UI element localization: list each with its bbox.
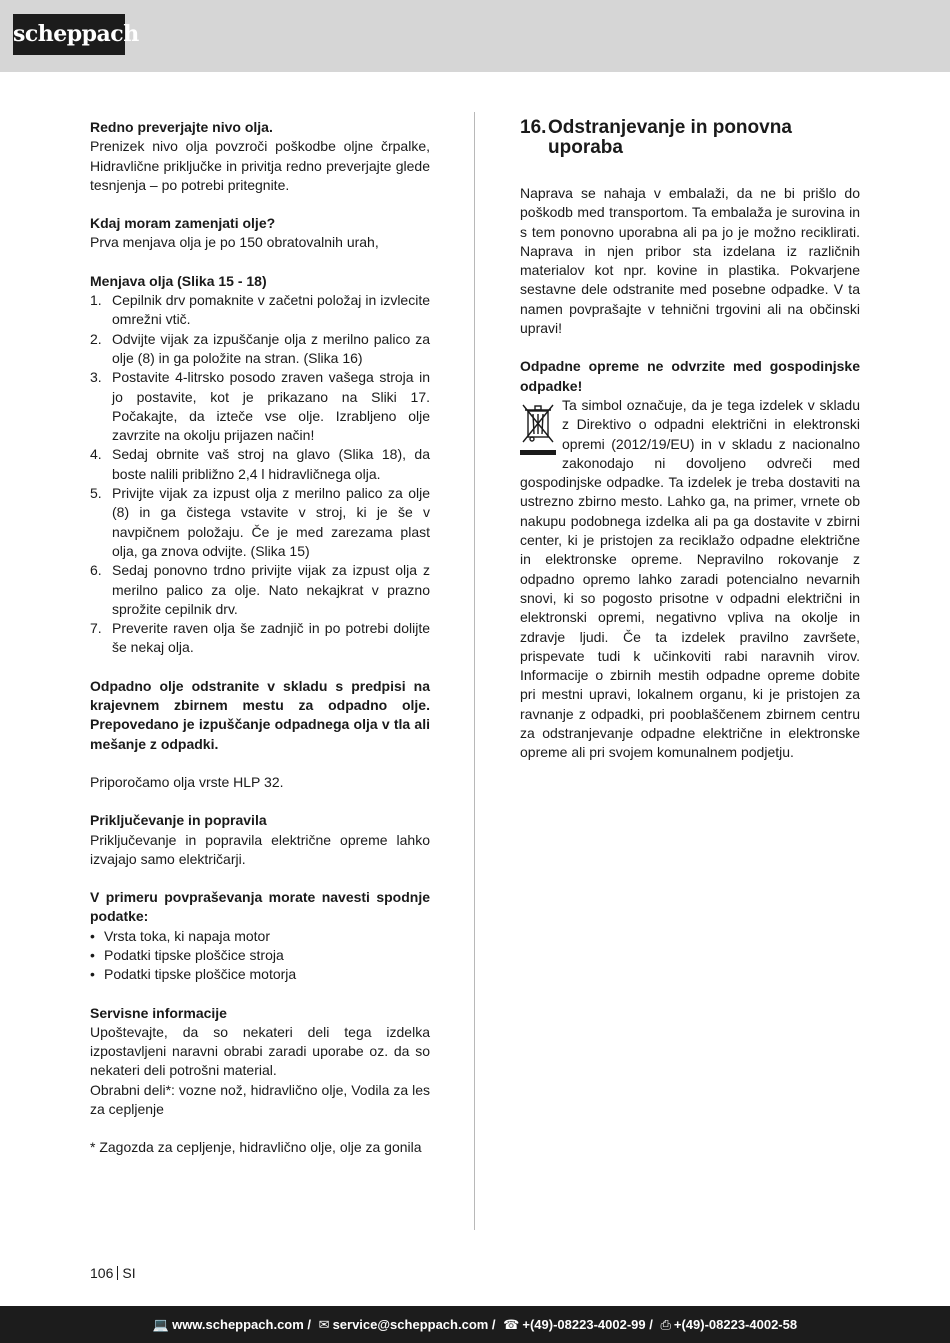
list-item: 1. Cepilnik drv pomaknite v začetni položaj in izvlecite omrežni vtič. — [90, 292, 430, 328]
list-item: • Vrsta toka, ki napaja motor — [90, 927, 430, 946]
brand-logo: scheppach — [13, 14, 125, 55]
connect-heading: Priključevanje in popravila — [90, 812, 267, 829]
oil-check-text: Prenizek nivo olja povzroči poškodbe oljne črpalke, Hidravlične priključke in privitja redno preverjajte glede tesnjenja – po potrebi pritegnite. — [90, 138, 430, 193]
footer-website[interactable]: www.scheppach.com / — [172, 1317, 312, 1332]
list-item: 7. Preverite raven olja še zadnjič in po potrebi dolijte še nekaj olja. — [90, 620, 430, 656]
list-item: • Podatki tipske ploščice stroja — [90, 946, 430, 965]
page-footer — [0, 1306, 950, 1343]
service-text: Upoštevajte, da so nekateri deli tega izdelka izpostavljeni naravni obrabi zaradi uporabe oz. da so nekateri deli potrošni material. — [90, 1023, 430, 1079]
wear-parts-text: Obrabni deli*: vozne nož, hidravlično olje, Vodila za les za cepljenje — [90, 1081, 430, 1118]
mail-icon: ✉ — [318, 1317, 330, 1332]
section-number: 16. — [520, 117, 547, 138]
weee-heading: Odpadne opreme ne odvrzite med gospodinjske odpadke! — [520, 358, 860, 394]
list-item: 3. Postavite 4-litrsko posodo zraven vašega stroja in jo postavite, kot je prikazano na Sliki 17. Počakajte, da izteče vse olje. Izrabljeno olje zavrzite na okolju prijazen način! — [90, 369, 430, 444]
oil-change-steps — [90, 291, 430, 658]
column-divider — [474, 112, 475, 1230]
fax-icon: ⎙ — [660, 1317, 671, 1332]
footer-fax: +(49)-08223-4002-58 — [673, 1317, 798, 1332]
list-item: 5. Privijte vijak za izpust olja z merilno palico za olje (8) in ga čistega vstavite v stroj, ki je še v navpičnem položaju. Če je med zarezama plast olja, ga znova odvijte. (Slika 15) — [90, 485, 430, 559]
list-item: 4. Sedaj obrnite vaš stroj na glavo (Slika 18), da boste nalili približno 2,4 l hidravličnega olja. — [90, 446, 430, 482]
oil-change-heading: Menjava olja (Slika 15 - 18) — [90, 272, 267, 289]
page-number: 106 SI — [90, 1265, 136, 1281]
weee-text: Ta simbol označuje, da je tega izdelek v skladu z Direktivo o odpadni električni in elektronski opremi (2012/19/EU) in v skladu z nacionalno zakonodajo ni dovoljeno odvreči med gospodinjske odpadke. Ta izdelek je treba dostaviti na ustrezno zbirno mesto. Lahko ga, na primer, vrnete ob nakupu podobnega izdelka ali pa ga dostavite v zbirni center, ki je pristojen za reciklažo odpadne električne in elektronske opreme. Nepravilno rokovanje z odpadno opremo lahko zaradi potencialno nevarnih snovi, ki so pogosto prisotne v odpadni električni in elektronski opremi, negativno vpliva na okolje in zdravje ljudi. Če ta izdelek pravilno završete, prispevate tudi k učinkoviti rabi naravnih virov. Informacije o zbirnih mestih odpadne opreme dobite pri mestni upravi, lokalnem organu, ki je pristojen za ravnanje z odpadki, pri pooblaščenem zbirnem centru za odstranjevanje odpadne električne in elektronske opreme ali pri svojem komunalnem podjetju. — [520, 396, 860, 761]
packaging-text: Naprava se nahaja v embalaži, da ne bi prišlo do poškodb med transportom. Ta embalaža je surovina in s tem ponovno uporabna ali pa jo je možno reciklirati. Naprava in njen pribor sta izdelana iz različnih materialov kot npr. kovine in plastika. Pokvarjene sestavne dele odstranite med posebne odpadke. V ta namen povprašajte v tehnični trgovini ali na občinski upravi! — [520, 185, 860, 337]
page-header — [0, 0, 950, 72]
section-heading — [520, 118, 860, 158]
connect-text: Priključevanje in popravila električne opreme lahko izvajajo samo električarji. — [90, 831, 430, 867]
section-title: Odstranjevanje in ponovna uporaba — [548, 117, 792, 158]
list-item: 6. Sedaj ponovno trdno privijte vijak za izpust olja z merilno palico za olje. Nato nekajkrat v prazno sprožite cepilnik drv. — [90, 562, 430, 617]
inquiry-list — [90, 927, 430, 985]
oil-disposal-notice: Odpadno olje odstranite v skladu s predpisi na krajevnem zbirnem mestu za odpadno olje. Prepovedano je izpuščanje odpadnega olja v tla ali mešanje z odpadki. — [90, 677, 430, 752]
when-change-heading: Kdaj moram zamenjati olje? — [90, 215, 276, 232]
crossed-bin-icon — [520, 402, 558, 458]
footnote: * Zagozda za cepljenje, hidravlično olje, olje za gonila — [90, 1139, 422, 1156]
right-column — [520, 118, 860, 763]
inquiry-heading: V primeru povpraševanja morate navesti spodnje podatke: — [90, 889, 430, 925]
left-column — [90, 118, 430, 1158]
footer-email[interactable]: service@scheppach.com / — [332, 1317, 496, 1332]
computer-icon: 💻 — [152, 1317, 170, 1332]
footer-phone: +(49)-08223-4002-99 / — [522, 1317, 653, 1332]
when-change-text: Prva menjava olja je po 150 obratovalnih urah, — [90, 234, 379, 251]
phone-icon: ☎ — [503, 1317, 520, 1332]
oil-check-heading: Redno preverjajte nivo olja. — [90, 119, 273, 135]
service-heading: Servisne informacije — [90, 1004, 227, 1021]
list-item: 2. Odvijte vijak za izpuščanje olja z merilno palico za olje (8) in ga položite na stran. (Slika 16) — [90, 330, 430, 366]
oil-recommendation: Priporočamo olja vrste HLP 32. — [90, 773, 284, 790]
list-item: • Podatki tipske ploščice motorja — [90, 965, 430, 984]
